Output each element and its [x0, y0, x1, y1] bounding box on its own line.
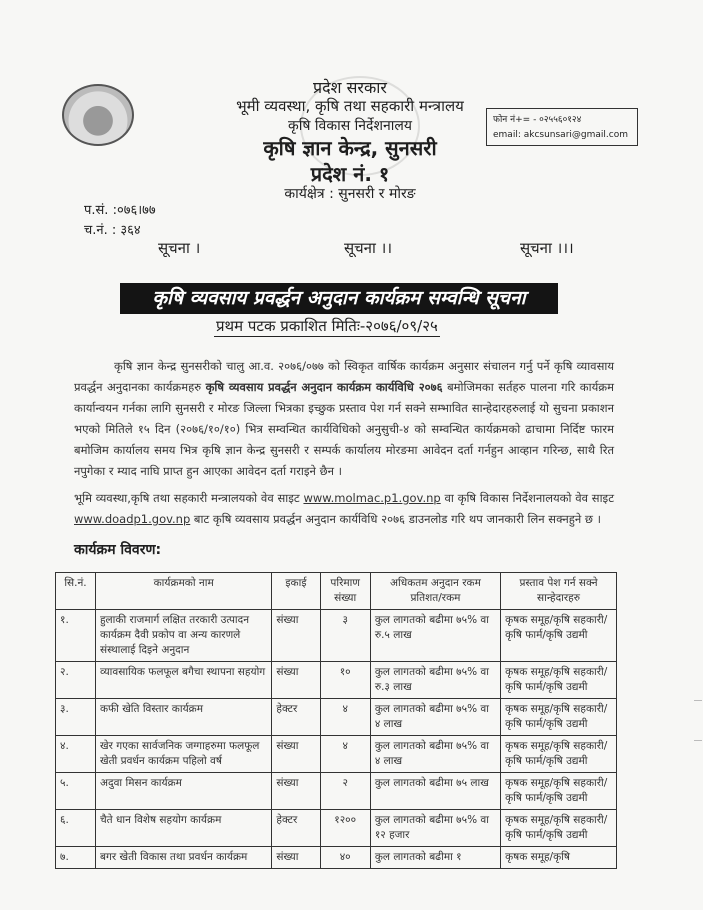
cell-program-name: चैते धान विशेष सहयोग कार्यक्रम: [95, 810, 271, 847]
table-row: [56, 662, 617, 699]
header-program-name: कार्यक्रमको नाम: [95, 573, 271, 610]
table-row: [56, 610, 617, 662]
cell-program-name: व्यावसायिक फलफूल बगैचा स्थापना सहयोग: [95, 662, 271, 699]
cell-max-grant: कुल लागतको बढीमा ७५% वा १२ हजार: [370, 810, 500, 847]
cell-eligible: कृषक समूह/कृषि सहकारी/कृषि फार्म/कृषि उद्यमी: [501, 736, 617, 773]
reference-ps: प.सं. :०७६।७७: [84, 203, 156, 218]
contact-box: [486, 108, 638, 146]
section-title: कार्यक्रम विवरण:: [74, 542, 162, 558]
header-line-4: कृषि ज्ञान केन्द्र, सुनसरी: [263, 136, 437, 160]
header-eligible: प्रस्ताव पेश गर्न सक्ने सान्हेदारहरु: [501, 573, 617, 610]
link-molmac[interactable]: www.molmac.p1.gov.np: [303, 491, 441, 505]
table-row: [56, 699, 617, 736]
table-row: [56, 810, 617, 847]
paragraph-websites: [74, 488, 614, 530]
paragraph-main-part-b: बमोजिमका सर्तहरु पालना गरि कार्यक्रम कार्यान्वयन गर्नका लागि सुनसरी र मोरङ जिल्ला भित्रका इच्छुक प्रस्ताव पेश गर्न सक्ने सम्भावित सान्हेदारहरुलाई यो सुचना प्रकाशन भएको मितिले १५ दिन (२०७६/१०/१०) भित्र सम्वन्धित कार्यविधिको अनुसुची-४ को सम्वन्धित कार्यक्रमको ढाचामा निर्दिष्ट फारम बमोजिम कार्यालय समय भित्र कृषि ज्ञान केन्द्र सुनसरी र सम्पर्क कार्यालय मोरङमा आवेदन दर्ता गर्नहुन आव्हान गरिन्छ, साथै रित नपुगेका र म्याद नाघि प्राप्त हुन आएका आवेदन दर्ता गराइने छैन ।: [74, 380, 614, 478]
cell-program-name: कफी खेति विस्तार कार्यक्रम: [95, 699, 271, 736]
notice-label-1: सूचना ।: [158, 239, 201, 257]
cell-eligible: कृषक समूह/कृषि सहकारी/कृषि फार्म/कृषि उद्यमी: [501, 773, 617, 810]
cell-eligible: कृषक समूह/कृषि सहकारी/कृषि फार्म/कृषि उद्यमी: [501, 610, 617, 662]
paragraph-main-bold: कृषि व्यवसाय प्रवर्द्धन अनुदान कार्यक्रम कार्यविधि २०७६: [205, 380, 443, 394]
cell-max-grant: कुल लागतको बढीमा १: [370, 847, 500, 869]
program-table: [55, 572, 617, 869]
cell-quantity: २: [320, 773, 370, 810]
cell-unit: संख्या: [272, 736, 320, 773]
header-line-3: कृषि विकास निर्देशनालय: [288, 118, 412, 134]
link-doad[interactable]: www.doadp1.gov.np: [74, 512, 191, 526]
cell-quantity: १२००: [320, 810, 370, 847]
header-line-1: प्रदेश सरकार: [313, 78, 387, 97]
cell-unit: संख्या: [272, 773, 320, 810]
cell-unit: संख्या: [272, 662, 320, 699]
cell-program-name: बगर खेती विकास तथा प्रवर्धन कार्यक्रम: [95, 847, 271, 869]
paragraph-websites-part-b: वा कृषि विकास निर्देशनालयको वेव साइट: [440, 491, 614, 505]
table-header-row: [56, 573, 617, 610]
paragraph-websites-part-a: भूमि व्यवस्था,कृषि तथा सहकारी मन्त्रालयको वेव साइट: [74, 491, 304, 505]
cell-sn: ३.: [56, 699, 96, 736]
table-row: [56, 736, 617, 773]
contact-email: email: akcsunsari@gmail.com: [493, 130, 628, 140]
table-row: [56, 773, 617, 810]
scan-mark: [694, 700, 702, 701]
scan-mark: [694, 740, 702, 741]
paragraph-websites-part-c: बाट कृषि व्यवसाय प्रवर्द्धन अनुदान कार्यविधि २०७६ डाउनलोड गरि थप जानकारी लिन सक्नहुने छ ।: [190, 512, 601, 526]
cell-max-grant: कुल लागतको बढीमा ७५% वा रु.३ लाख: [370, 662, 500, 699]
cell-program-name: अदुवा मिसन कार्यक्रम: [95, 773, 271, 810]
cell-max-grant: कुल लागतको बढीमा ७५ लाख: [370, 773, 500, 810]
notice-label-2: सूचना ।।: [344, 239, 393, 257]
reference-cn: च.नं. : ३६४: [84, 223, 141, 238]
notice-banner-title: कृषि व्यवसाय प्रवर्द्धन अनुदान कार्यक्रम सम्वन्धि सूचना: [120, 283, 558, 314]
cell-max-grant: कुल लागतको बढीमा ७५% वा रु.५ लाख: [370, 610, 500, 662]
cell-program-name: हुलाकी राजमार्ग लक्षित तरकारी उत्पादन कार्यक्रम दैवी प्रकोप वा अन्य कारणले संस्थालाई दिइने अनुदान: [95, 610, 271, 662]
cell-quantity: ४: [320, 736, 370, 773]
cell-quantity: ३: [320, 610, 370, 662]
paragraph-main-part-a: कृषि ज्ञान केन्द्र सुनसरीको चालु आ.व. २०७६/०७७ को स्विकृत वार्षिक कार्यक्रम अनुसार संचालन गर्नु पर्ने कृषि व्यावसाय प्रवर्द्धन अनुदानका कार्यक्रमहरु: [74, 359, 614, 394]
cell-sn: २.: [56, 662, 96, 699]
header-line-6: कार्यक्षेत्र : सुनसरी र मोरङ: [284, 186, 416, 202]
cell-sn: ६.: [56, 810, 96, 847]
paragraph-main: [74, 356, 614, 482]
cell-max-grant: कुल लागतको बढीमा ७५% वा ४ लाख: [370, 736, 500, 773]
header-quantity: परिमाण संख्या: [320, 573, 370, 610]
cell-eligible: कृषक समूह/कृषि सहकारी/कृषि फार्म/कृषि उद्यमी: [501, 810, 617, 847]
cell-quantity: ४: [320, 699, 370, 736]
cell-sn: ७.: [56, 847, 96, 869]
header-max-grant: अधिकतम अनुदान रकम प्रतिशत/रकम: [370, 573, 500, 610]
government-emblem-logo: [62, 84, 134, 146]
cell-quantity: १०: [320, 662, 370, 699]
header-line-2: भूमी व्यवस्था, कृषि तथा सहकारी मन्त्रालय: [236, 97, 464, 115]
cell-quantity: ४०: [320, 847, 370, 869]
header-line-5: प्रदेश नं. १: [310, 162, 390, 186]
notice-label-3: सूचना ।।।: [520, 239, 574, 257]
cell-max-grant: कुल लागतको बढीमा ७५% वा ४ लाख: [370, 699, 500, 736]
cell-sn: ४.: [56, 736, 96, 773]
header-unit: इकाई: [272, 573, 320, 610]
cell-sn: १.: [56, 610, 96, 662]
cell-eligible: कृषक समूह/कृषि सहकारी/कृषि फार्म/कृषि उद्यमी: [501, 662, 617, 699]
cell-eligible: कृषक समूह/कृषि सहकारी/कृषि फार्म/कृषि उद्यमी: [501, 699, 617, 736]
header-sn: सि.नं.: [56, 573, 96, 610]
table-row: [56, 847, 617, 869]
published-date: प्रथम पटक प्रकाशित मितिः-२०७६/०९/२५: [216, 317, 438, 335]
cell-unit: हेक्टर: [272, 810, 320, 847]
cell-unit: हेक्टर: [272, 699, 320, 736]
cell-unit: संख्या: [272, 847, 320, 869]
cell-program-name: खेर गएका सार्वजनिक जग्गाहरुमा फलफूल खेती प्रवर्धन कार्यक्रम पहिलो वर्ष: [95, 736, 271, 773]
cell-sn: ५.: [56, 773, 96, 810]
cell-eligible: कृषक समूह/कृषि: [501, 847, 617, 869]
contact-phone: फोन नं+= - ०२५५६०१२४: [493, 115, 582, 125]
cell-unit: संख्या: [272, 610, 320, 662]
